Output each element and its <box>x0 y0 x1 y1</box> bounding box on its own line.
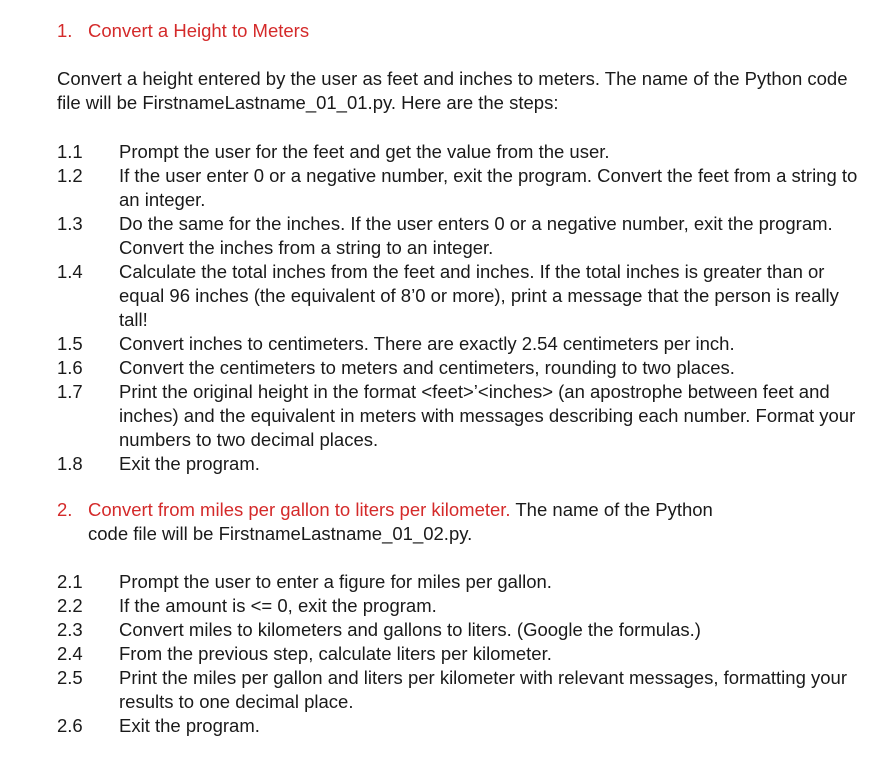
step-number: 1.4 <box>57 261 83 282</box>
step-1-1 <box>57 140 867 164</box>
step-number: 2.2 <box>57 595 83 616</box>
step-text: Exit the program. <box>119 715 260 736</box>
step-text: Print the original height in the format <feet>’<inches> (an apostrophe between feet and inches) and the equivalent in meters with messages describing each number. Format your numbers to two decimal places. <box>119 381 856 450</box>
section-1-heading <box>57 19 309 43</box>
step-1-3 <box>57 212 867 260</box>
step-2-3 <box>57 618 867 642</box>
step-2-4 <box>57 642 867 666</box>
section-2-title-rest: The name of the Python <box>510 499 713 520</box>
step-1-4 <box>57 260 867 332</box>
step-1-7 <box>57 380 867 452</box>
section-2-title-continuation: code file will be FirstnameLastname_01_02.py. <box>88 523 473 544</box>
step-2-2 <box>57 594 867 618</box>
section-2-number: 2. <box>57 499 73 520</box>
step-text: If the user enter 0 or a negative number, exit the program. Convert the feet from a string to an integer. <box>119 165 858 210</box>
step-1-6 <box>57 356 867 380</box>
step-number: 2.5 <box>57 667 83 688</box>
step-number: 1.6 <box>57 357 83 378</box>
step-text: Convert miles to kilometers and gallons to liters. (Google the formulas.) <box>119 619 701 640</box>
step-number: 1.3 <box>57 213 83 234</box>
step-number: 1.1 <box>57 141 83 162</box>
step-text: Convert inches to centimeters. There are exactly 2.54 centimeters per inch. <box>119 333 735 354</box>
step-2-6 <box>57 714 867 738</box>
step-number: 1.2 <box>57 165 83 186</box>
step-text: Prompt the user to enter a figure for miles per gallon. <box>119 571 552 592</box>
step-text: Print the miles per gallon and liters per kilometer with relevant messages, formatting your results to one decimal place. <box>119 667 847 712</box>
section-2-title: Convert from miles per gallon to liters per kilometer. <box>88 499 511 520</box>
step-number: 1.5 <box>57 333 83 354</box>
step-1-5 <box>57 332 867 356</box>
section-2-heading <box>57 498 857 546</box>
step-number: 2.4 <box>57 643 83 664</box>
step-text: Convert the centimeters to meters and centimeters, rounding to two places. <box>119 357 735 378</box>
step-text: If the amount is <= 0, exit the program. <box>119 595 437 616</box>
section-1-number: 1. <box>57 20 73 41</box>
section-2-steps <box>57 570 867 738</box>
section-1-steps <box>57 140 867 476</box>
step-2-5 <box>57 666 867 714</box>
step-number: 1.7 <box>57 381 83 402</box>
step-number: 2.3 <box>57 619 83 640</box>
step-text: Exit the program. <box>119 453 260 474</box>
step-number: 1.8 <box>57 453 83 474</box>
section-1-title: Convert a Height to Meters <box>88 20 310 41</box>
step-1-8 <box>57 452 867 476</box>
step-text: From the previous step, calculate liters per kilometer. <box>119 643 552 664</box>
section-1-intro: Convert a height entered by the user as feet and inches to meters. The name of the Python code file will be FirstnameLastname_01_01.py. Here are the steps: <box>57 68 848 113</box>
step-number: 2.1 <box>57 571 83 592</box>
step-text: Calculate the total inches from the feet and inches. If the total inches is greater than or equal 96 inches (the equivalent of 8’0 or more), print a message that the person is really tall! <box>119 261 839 330</box>
step-text: Prompt the user for the feet and get the value from the user. <box>119 141 610 162</box>
step-1-2 <box>57 164 867 212</box>
step-text: Do the same for the inches. If the user enters 0 or a negative number, exit the program. Convert the inches from a string to an integer. <box>119 213 833 258</box>
step-number: 2.6 <box>57 715 83 736</box>
step-2-1 <box>57 570 867 594</box>
